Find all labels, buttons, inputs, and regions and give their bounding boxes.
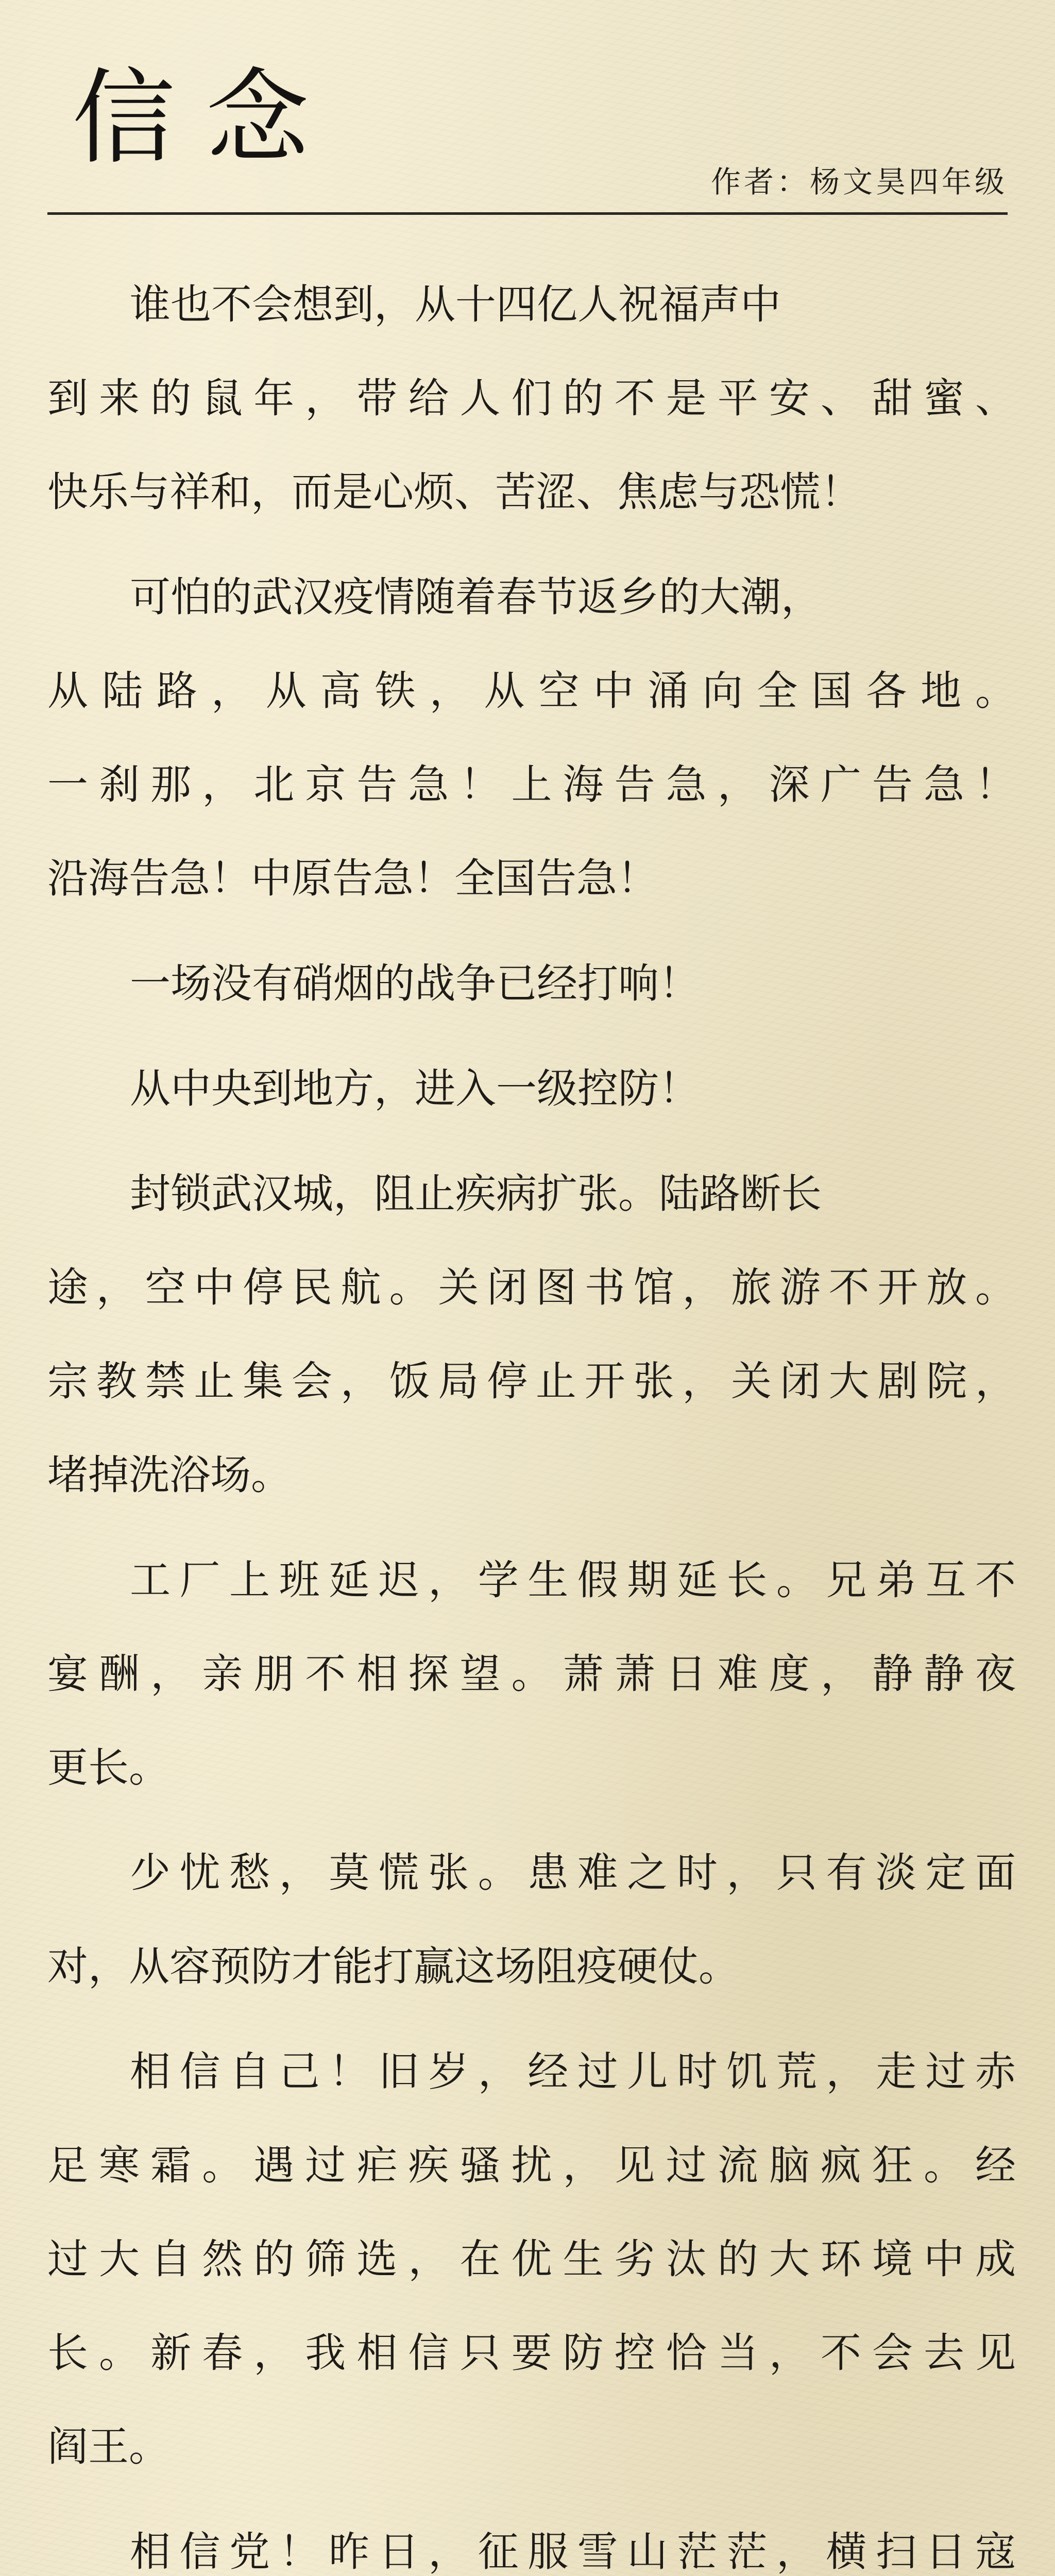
- text-line: 宗教禁止集会，饭局停止开张，关闭大剧院，: [47, 1358, 1016, 1405]
- paragraph: [47, 937, 1016, 1030]
- text-line: 封锁武汉城，阻止疾病扩张。陆路断长: [130, 1170, 822, 1217]
- text-line: 相信党！昨日，征服雪山茫茫，横扫日寇: [130, 2528, 1016, 2575]
- text-line: 谁也不会想到，从十四亿人祝福声中: [130, 281, 781, 328]
- page-title: 信念: [72, 58, 341, 178]
- text-line: 少忧愁，莫慌张。患难之时，只有淡定面: [130, 1849, 1016, 1896]
- text-line: 从中央到地方，进入一级控防！: [130, 1065, 700, 1112]
- paragraph: [47, 1042, 1016, 1136]
- text-line: 相信自己！旧岁，经过儿时饥荒，走过赤: [130, 2048, 1016, 2095]
- text-line: 阎王。: [47, 2423, 169, 2470]
- text-line: 途，空中停民航。关闭图书馆，旅游不开放。: [47, 1264, 1016, 1311]
- text-line: 快乐与祥和，而是心烦、苦涩、焦虑与恐慌！: [47, 468, 861, 516]
- text-line: 沿海告急！中原告急！全国告急！: [47, 855, 658, 902]
- essay-body: [47, 258, 1016, 2576]
- text-line: 更长。: [47, 1744, 169, 1791]
- author-byline: 作者：杨文昊四年级: [710, 164, 1008, 199]
- text-line: 从陆路，从高铁，从空中涌向全国各地。: [47, 667, 1016, 715]
- text-line: 可怕的武汉疫情随着春节返乡的大潮，: [130, 573, 822, 621]
- paragraph: [47, 258, 1016, 539]
- text-line: 一场没有硝烟的战争已经打响！: [130, 960, 700, 1007]
- paragraph: [47, 550, 1016, 925]
- text-line: 到来的鼠年，带给人们的不是平安、甜蜜、: [47, 375, 1016, 422]
- text-line: 长。新春，我相信只要防控恰当，不会去见: [47, 2329, 1016, 2377]
- text-line: 对，从容预防才能打赢这场阻疫硬仗。: [47, 1943, 739, 1990]
- paragraph: [47, 1533, 1016, 1815]
- paragraph: [47, 1147, 1016, 1522]
- text-line: 一刹那，北京告急！上海告急，深广告急！: [47, 761, 1016, 808]
- text-line: 堵掉洗浴场。: [47, 1451, 292, 1499]
- title-divider: [47, 212, 1008, 215]
- text-line: 工厂上班延迟，学生假期延长。兄弟互不: [130, 1556, 1016, 1604]
- paragraph: [47, 1826, 1016, 2013]
- text-line: 足寒霜。遇过疟疾骚扰，见过流脑疯狂。经: [47, 2142, 1016, 2189]
- paragraph: [47, 2025, 1016, 2494]
- paragraph: [47, 2505, 1016, 2576]
- text-line: 过大自然的筛选，在优生劣汰的大环境中成: [47, 2235, 1016, 2283]
- text-line: 宴酬，亲朋不相探望。萧萧日难度，静静夜: [47, 1650, 1016, 1698]
